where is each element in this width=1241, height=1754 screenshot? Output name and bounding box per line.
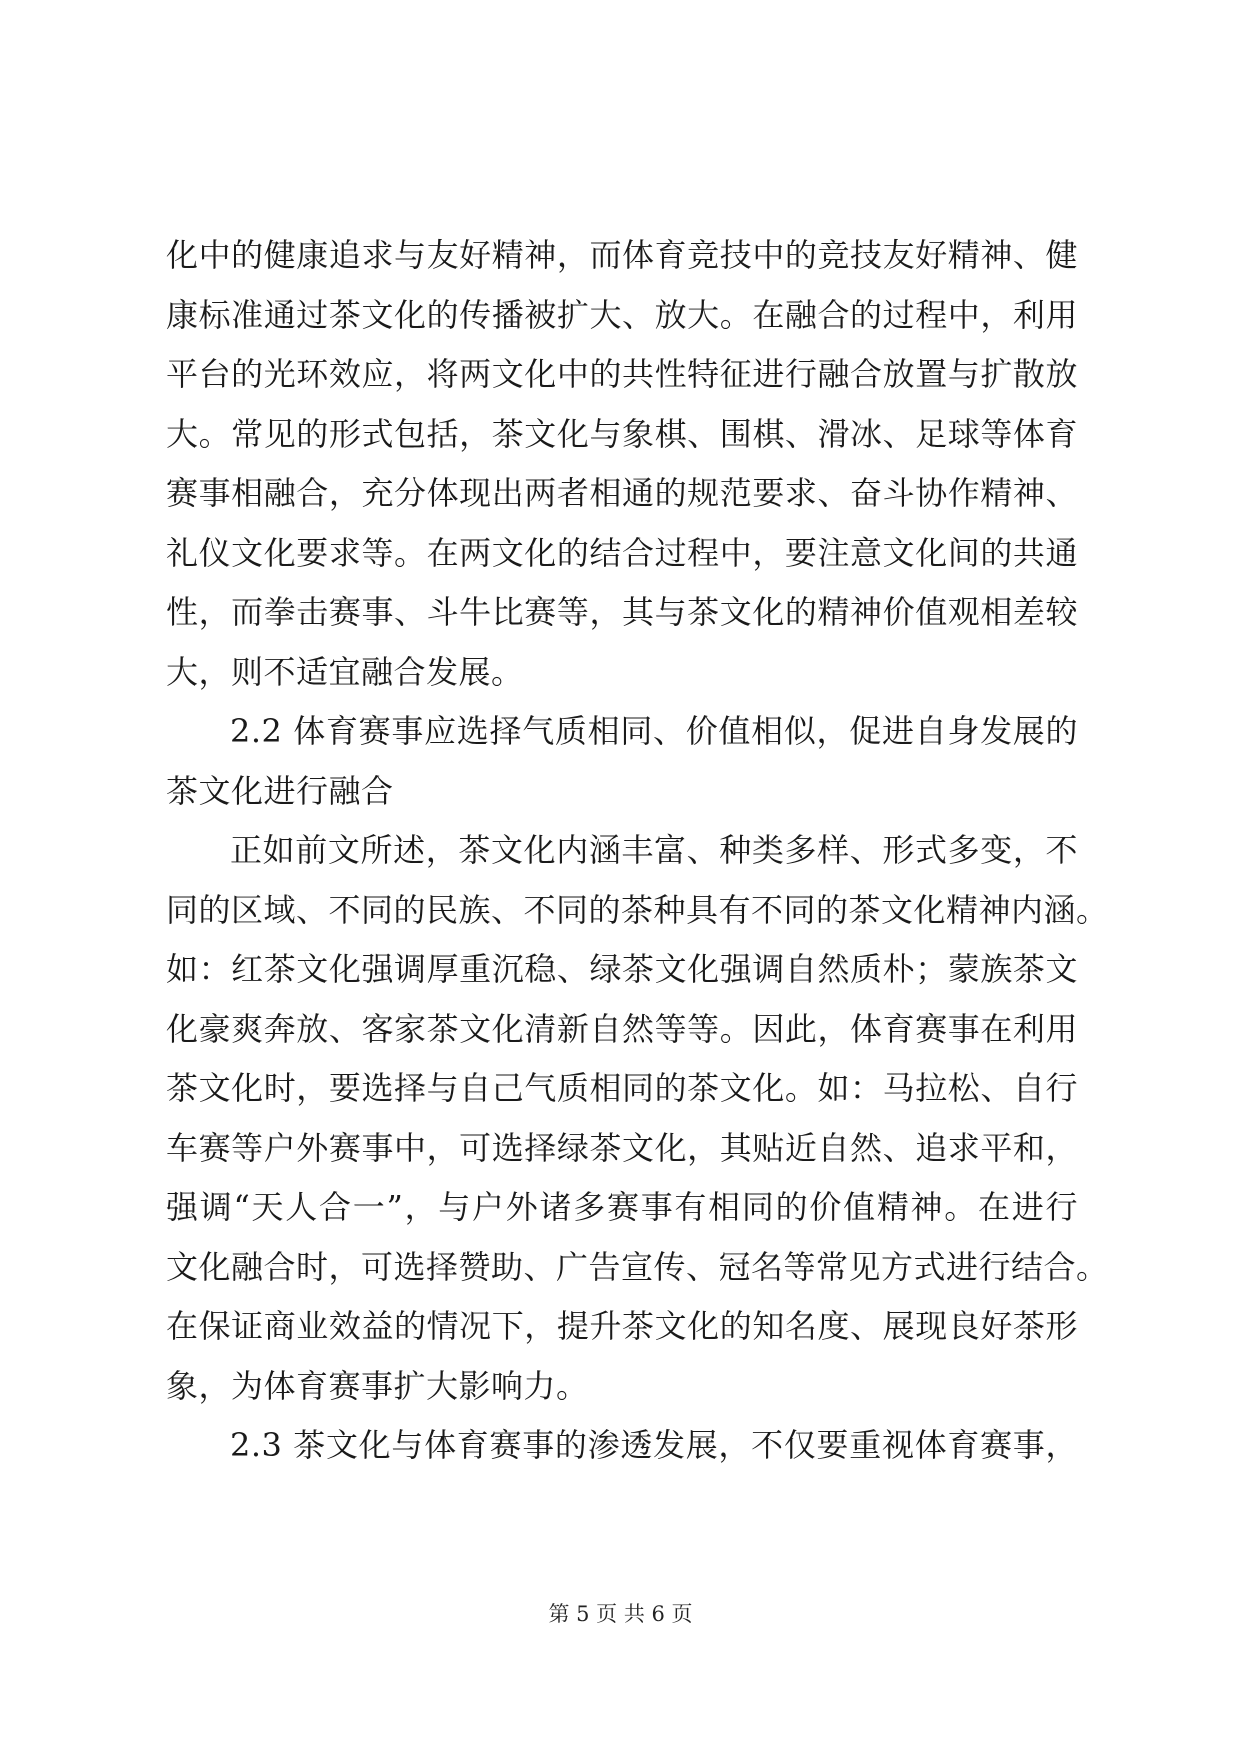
text-line: 化豪爽奔放、客家茶文化清新自然等等。因此，体育赛事在利用 [166,1009,1078,1048]
text-line: 同的区域、不同的民族、不同的茶种具有不同的茶文化精神内涵。 [166,890,1109,929]
text-line: 康标准通过茶文化的传播被扩大、放大。在融合的过程中，利用 [166,295,1078,334]
page-footer [0,1598,1241,1628]
text-line: 正如前文所述，茶文化内涵丰富、种类多样、形式多变，不 [230,831,1078,869]
text-line: 象，为体育赛事扩大影响力。 [166,1366,589,1405]
body-text [166,226,1109,1476]
page-number: 第 5 页 共 6 页 [548,1602,693,1626]
text-line: 礼仪文化要求等。在两文化的结合过程中，要注意文化间的共通 [166,533,1078,572]
text-line: 茶文化时，要选择与自己气质相同的茶文化。如：马拉松、自行 [166,1069,1078,1107]
section-heading-line: 2.3 茶文化与体育赛事的渗透发展，不仅要重视体育赛事， [230,1426,1078,1464]
text-line: 性，而拳击赛事、斗牛比赛等，其与茶文化的精神价值观相差较 [166,593,1078,631]
text-line: 化中的健康追求与友好精神，而体育竞技中的竞技友好精神、健 [166,236,1078,274]
text-line: 在保证商业效益的情况下，提升茶文化的知名度、展现良好茶形 [166,1307,1078,1345]
section-heading-line: 茶文化进行融合 [166,771,394,810]
text-line: 赛事相融合，充分体现出两者相通的规范要求、奋斗协作精神、 [166,474,1078,512]
text-line: 文化融合时，可选择赞助、广告宣传、冠名等常见方式进行结合。 [166,1247,1109,1286]
text-line: 车赛等户外赛事中，可选择绿茶文化，其贴近自然、追求平和， [166,1128,1078,1167]
section-heading-line: 2.2 体育赛事应选择气质相同、价值相似，促进自身发展的 [230,712,1078,750]
text-line: 大，则不适宜融合发展。 [166,652,524,691]
text-line: 平台的光环效应，将两文化中的共性特征进行融合放置与扩散放 [166,355,1078,393]
text-line: 大。常见的形式包括，茶文化与象棋、围棋、滑冰、足球等体育 [166,414,1078,453]
text-line: 如：红茶文化强调厚重沉稳、绿茶文化强调自然质朴；蒙族茶文 [166,950,1078,988]
text-line: 强调“天人合一”，与户外诸多赛事有相同的价值精神。在进行 [166,1188,1078,1226]
